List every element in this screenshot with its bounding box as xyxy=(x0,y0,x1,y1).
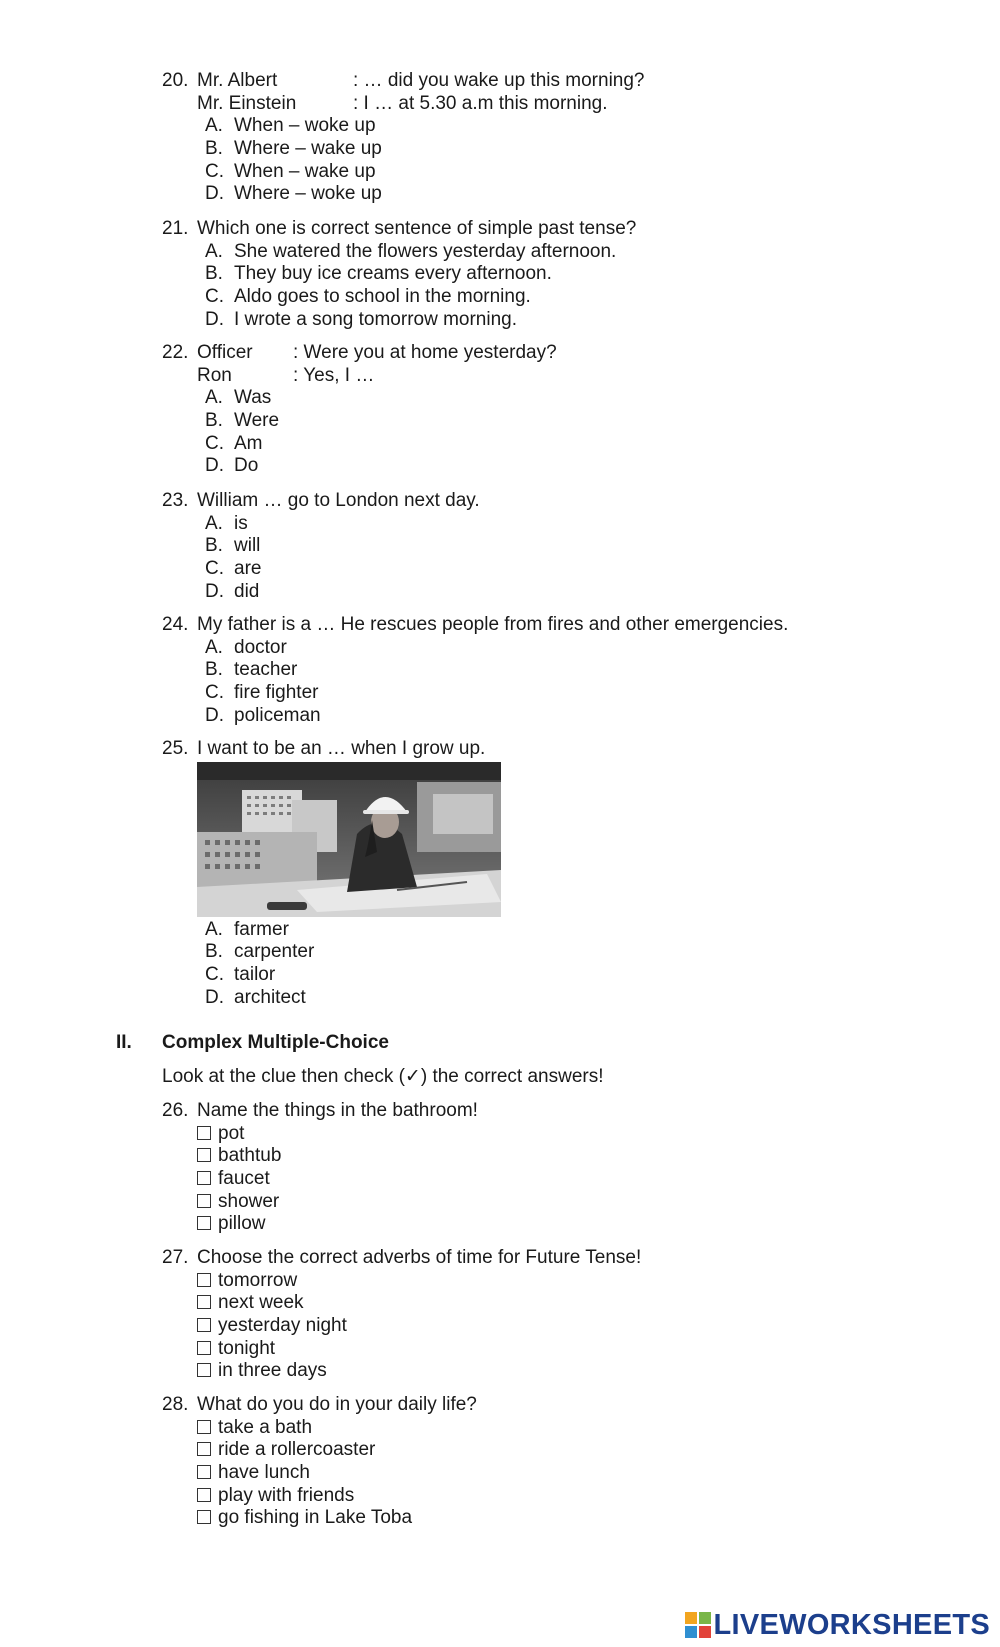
checkbox[interactable] xyxy=(197,1442,211,1456)
question-text: William … go to London next day. xyxy=(197,490,480,511)
option-letter: C. xyxy=(205,558,224,580)
option-d[interactable] xyxy=(205,309,982,332)
option-text: She watered the flowers yesterday afternoon. xyxy=(234,240,617,262)
option-letter: D. xyxy=(205,986,224,1008)
question-text: Name the things in the bathroom! xyxy=(197,1100,478,1121)
question-text: My father is a … He rescues people from fires and other emergencies. xyxy=(197,614,789,635)
checkbox-item[interactable] xyxy=(197,1191,982,1214)
checkbox-item[interactable] xyxy=(197,1168,982,1191)
option-a[interactable] xyxy=(205,637,982,660)
option-text: did xyxy=(234,580,260,602)
option-letter: D. xyxy=(205,308,224,330)
option-letter: A. xyxy=(205,512,223,534)
option-letter: B. xyxy=(205,659,223,681)
dialogue-line xyxy=(197,93,982,116)
question-22 xyxy=(162,342,982,478)
checkbox[interactable] xyxy=(197,1465,211,1479)
option-letter: A. xyxy=(205,918,223,940)
option-text: Where – wake up xyxy=(234,138,382,160)
option-text: are xyxy=(234,558,262,580)
option-letter: C. xyxy=(205,286,224,308)
option-text: will xyxy=(234,535,261,557)
checkbox-label: pot xyxy=(218,1122,245,1144)
option-c[interactable] xyxy=(205,286,982,309)
checkbox-item[interactable] xyxy=(197,1123,982,1146)
option-text: Do xyxy=(234,455,259,477)
option-letter: A. xyxy=(205,240,223,262)
question-number: 27. xyxy=(162,1247,189,1268)
checkbox[interactable] xyxy=(197,1126,211,1140)
dialogue-text: : … did you wake up this morning? xyxy=(353,70,645,91)
option-c[interactable] xyxy=(205,964,982,987)
checkbox-label: go fishing in Lake Toba xyxy=(218,1507,413,1529)
option-b[interactable] xyxy=(205,535,982,558)
question-number: 20. xyxy=(162,70,189,91)
question-24 xyxy=(162,614,982,727)
question-text: Choose the correct adverbs of time for Future Tense! xyxy=(197,1247,642,1268)
option-d[interactable] xyxy=(205,705,982,728)
question-text: I want to be an … when I grow up. xyxy=(197,738,486,759)
option-text: When – woke up xyxy=(234,115,376,137)
checkbox-item[interactable] xyxy=(197,1338,982,1361)
question-number: 24. xyxy=(162,614,189,635)
option-text: Were xyxy=(234,410,280,432)
option-d[interactable] xyxy=(205,455,982,478)
checkbox-label: tomorrow xyxy=(218,1269,298,1291)
option-c[interactable] xyxy=(205,682,982,705)
checkbox[interactable] xyxy=(197,1148,211,1162)
section-instruction: Look at the clue then check (✓) the correct answers! xyxy=(162,1066,604,1087)
architect-photo xyxy=(197,762,501,917)
checkbox[interactable] xyxy=(197,1171,211,1185)
checkbox-item[interactable] xyxy=(197,1213,982,1236)
speaker: Mr. Einstein xyxy=(197,92,297,114)
speaker: Ron xyxy=(197,364,232,386)
option-text: When – wake up xyxy=(234,160,376,182)
question-number: 26. xyxy=(162,1100,189,1121)
checkbox-label: shower xyxy=(218,1190,280,1212)
option-c[interactable] xyxy=(205,161,982,184)
option-letter: C. xyxy=(205,682,224,704)
section-number: II. xyxy=(116,1032,132,1053)
option-letter: A. xyxy=(205,115,223,137)
checkbox-label: bathtub xyxy=(218,1145,282,1167)
checkbox[interactable] xyxy=(197,1510,211,1524)
checkbox-label: in three days xyxy=(218,1360,327,1382)
option-letter: B. xyxy=(205,941,223,963)
dialogue-text: : Were you at home yesterday? xyxy=(293,342,557,363)
checkbox-item[interactable] xyxy=(197,1270,982,1293)
option-text: is xyxy=(234,512,248,534)
dialogue-line xyxy=(197,342,982,365)
checkbox[interactable] xyxy=(197,1194,211,1208)
question-23 xyxy=(162,490,982,603)
option-text: teacher xyxy=(234,659,298,681)
option-text: doctor xyxy=(234,636,287,658)
question-number: 28. xyxy=(162,1394,189,1415)
checkbox-item[interactable] xyxy=(197,1292,982,1315)
checkbox-label: pillow xyxy=(218,1213,266,1235)
option-d[interactable] xyxy=(205,183,982,206)
option-a[interactable] xyxy=(205,513,982,536)
question-number: 23. xyxy=(162,490,189,511)
dialogue-text: : I … at 5.30 a.m this morning. xyxy=(353,92,608,114)
option-text: architect xyxy=(234,986,306,1008)
checkbox-item[interactable] xyxy=(197,1315,982,1338)
question-27 xyxy=(162,1247,982,1383)
checkbox-item[interactable] xyxy=(197,1360,982,1383)
option-letter: D. xyxy=(205,455,224,477)
option-letter: B. xyxy=(205,410,223,432)
question-25 xyxy=(162,738,982,1009)
checkbox[interactable] xyxy=(197,1363,211,1377)
checkbox-item[interactable] xyxy=(197,1485,982,1508)
option-text: Aldo goes to school in the morning. xyxy=(234,286,531,308)
checkbox-label: next week xyxy=(218,1292,304,1314)
checkbox-label: tonight xyxy=(218,1337,276,1359)
option-b[interactable] xyxy=(205,941,982,964)
dialogue-text: : Yes, I … xyxy=(293,364,375,386)
option-letter: D. xyxy=(205,580,224,602)
question-text: What do you do in your daily life? xyxy=(197,1394,477,1415)
dialogue-line xyxy=(197,70,982,93)
checkbox[interactable] xyxy=(197,1488,211,1502)
checkbox[interactable] xyxy=(197,1295,211,1309)
logo-text: LIVEWORKSHEETS xyxy=(713,1609,990,1641)
option-text: Where – woke up xyxy=(234,183,382,205)
speaker: Officer xyxy=(197,342,253,363)
checkbox[interactable] xyxy=(197,1273,211,1287)
option-letter: A. xyxy=(205,387,223,409)
option-text: policeman xyxy=(234,704,321,726)
option-a[interactable] xyxy=(205,115,982,138)
option-b[interactable] xyxy=(205,659,982,682)
checkbox-label: ride a rollercoaster xyxy=(218,1439,376,1461)
option-b[interactable] xyxy=(205,138,982,161)
option-c[interactable] xyxy=(205,433,982,456)
option-letter: D. xyxy=(205,704,224,726)
option-letter: C. xyxy=(205,160,224,182)
checkbox[interactable] xyxy=(197,1318,211,1332)
checkbox[interactable] xyxy=(197,1216,211,1230)
option-letter: A. xyxy=(205,636,223,658)
option-text: They buy ice creams every afternoon. xyxy=(234,263,552,285)
checkbox-item[interactable] xyxy=(197,1462,982,1485)
checkbox-label: take a bath xyxy=(218,1416,313,1438)
checkbox-label: have lunch xyxy=(218,1462,310,1484)
option-a[interactable] xyxy=(205,387,982,410)
checkbox-label: faucet xyxy=(218,1168,270,1190)
question-21 xyxy=(162,218,982,331)
option-letter: B. xyxy=(205,263,223,285)
checkbox-item[interactable] xyxy=(197,1417,982,1440)
checkbox[interactable] xyxy=(197,1420,211,1434)
checkbox-item[interactable] xyxy=(197,1145,982,1168)
option-text: I wrote a song tomorrow morning. xyxy=(234,308,518,330)
logo-icon xyxy=(685,1612,711,1638)
liveworksheets-logo xyxy=(685,1610,991,1640)
section-title: Complex Multiple-Choice xyxy=(162,1032,389,1053)
dialogue-line xyxy=(197,365,982,388)
checkbox-label: play with friends xyxy=(218,1484,355,1506)
question-number: 25. xyxy=(162,738,189,759)
option-letter: D. xyxy=(205,183,224,205)
question-26 xyxy=(162,1100,982,1236)
option-text: carpenter xyxy=(234,941,315,963)
option-text: fire fighter xyxy=(234,682,319,704)
speaker: Mr. Albert xyxy=(197,70,278,91)
checkbox[interactable] xyxy=(197,1341,211,1355)
question-text: Which one is correct sentence of simple past tense? xyxy=(197,218,637,239)
option-letter: B. xyxy=(205,138,223,160)
option-letter: C. xyxy=(205,964,224,986)
option-text: tailor xyxy=(234,964,276,986)
option-text: Am xyxy=(234,432,263,454)
checkbox-label: yesterday night xyxy=(218,1315,347,1337)
option-text: Was xyxy=(234,387,272,409)
checkbox-item[interactable] xyxy=(197,1439,982,1462)
option-d[interactable] xyxy=(205,987,982,1010)
question-number: 22. xyxy=(162,342,189,363)
option-d[interactable] xyxy=(205,581,982,604)
option-letter: B. xyxy=(205,535,223,557)
option-c[interactable] xyxy=(205,558,982,581)
checkbox-item[interactable] xyxy=(197,1507,982,1530)
option-b[interactable] xyxy=(205,410,982,433)
question-28 xyxy=(162,1394,982,1530)
option-a[interactable] xyxy=(205,241,982,264)
option-b[interactable] xyxy=(205,263,982,286)
question-20 xyxy=(162,70,982,206)
question-number: 21. xyxy=(162,218,189,239)
option-a[interactable] xyxy=(205,919,982,942)
option-text: farmer xyxy=(234,918,289,940)
option-letter: C. xyxy=(205,432,224,454)
